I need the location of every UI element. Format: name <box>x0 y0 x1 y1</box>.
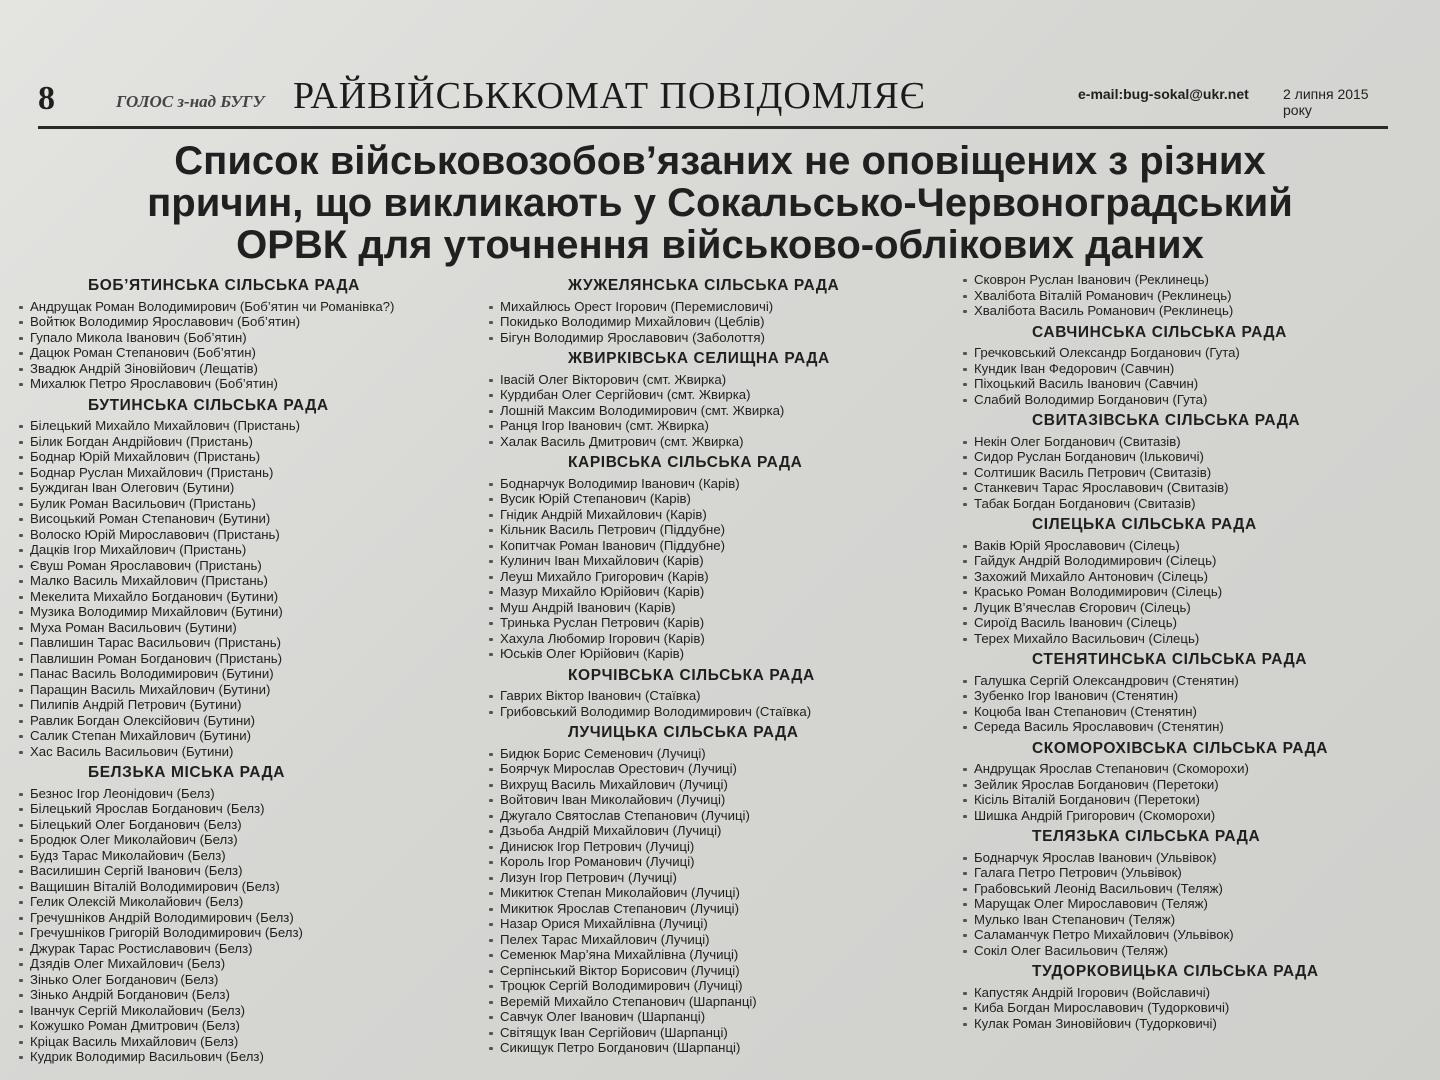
list-item: Білецький Олег Богданович (Белз) <box>18 817 468 833</box>
list-item: Дзядів Олег Михайлович (Белз) <box>18 956 468 972</box>
list-item: Сидор Руслан Богданович (Ільковичі) <box>962 449 1402 465</box>
list-item: Троцюк Сергій Володимирович (Лучиці) <box>488 978 928 994</box>
council-heading: ТУДОРКОВИЦЬКА СІЛЬСЬКА РАДА <box>1032 963 1319 980</box>
list-item: Гаврих Віктор Іванович (Стаївка) <box>488 688 928 704</box>
list-item: Бродюк Олег Миколайович (Белз) <box>18 832 468 848</box>
council-heading: СТЕНЯТИНСЬКА СІЛЬСЬКА РАДА <box>1032 651 1308 668</box>
list-item: Дацюк Роман Степанович (Боб’ятин) <box>18 345 468 361</box>
list-item: Мулько Іван Степанович (Теляж) <box>962 912 1402 928</box>
page-number: 8 <box>38 80 55 117</box>
list-item: Гупало Микола Іванович (Боб’ятин) <box>18 330 468 346</box>
list-item: Гелик Олексій Миколайович (Белз) <box>18 894 468 910</box>
list-item: Білецький Ярослав Богданович (Белз) <box>18 801 468 817</box>
list-item: Халак Василь Дмитрович (смт. Жвирка) <box>488 434 928 450</box>
list-item: Паращин Василь Михайлович (Бутини) <box>18 682 468 698</box>
council-heading: ЖУЖЕЛЯНСЬКА СІЛЬСЬКА РАДА <box>568 277 840 294</box>
list-item: Будз Тарас Миколайович (Белз) <box>18 848 468 864</box>
title-line: причин, що викликають у Сокальсько-Червоноградський <box>147 181 1293 225</box>
list-column-3 <box>962 272 1402 1031</box>
list-item: Слабий Володимир Богданович (Гута) <box>962 392 1402 408</box>
list-item: Джурак Тарас Ростиславович (Белз) <box>18 941 468 957</box>
list-item: Панас Василь Володимирович (Бутини) <box>18 666 468 682</box>
list-column-2 <box>488 272 928 1056</box>
council-heading: СВИТАЗІВСЬКА СІЛЬСЬКА РАДА <box>1032 412 1301 429</box>
list-item: Гайдук Андрій Володимирович (Сілець) <box>962 553 1402 569</box>
list-item: Волоско Юрій Мирославович (Пристань) <box>18 527 468 543</box>
list-item: Кісіль Віталій Богданович (Перетоки) <box>962 792 1402 808</box>
list-item: Піхоцький Василь Іванович (Савчин) <box>962 376 1402 392</box>
list-item: Білик Богдан Андрійович (Пристань) <box>18 434 468 450</box>
council-heading: СКОМОРОХІВСЬКА СІЛЬСЬКА РАДА <box>1032 739 1329 757</box>
list-item: Курдибан Олег Сергійович (смт. Жвирка) <box>488 387 928 403</box>
council-heading: КОРЧІВСЬКА СІЛЬСЬКА РАДА <box>568 666 815 684</box>
list-item: Боднарчук Володимир Іванович (Карів) <box>488 476 928 492</box>
list-item: Коцюба Іван Степанович (Стенятин) <box>962 704 1402 720</box>
list-item: Хвалібота Віталій Романович (Реклинець) <box>962 288 1402 304</box>
list-item: Сковрон Руслан Іванович (Реклинець) <box>962 272 1402 288</box>
council-heading: БЕЛЗЬКА МІСЬКА РАДА <box>88 764 286 781</box>
list-item: Буждиган Іван Олегович (Бутини) <box>18 480 468 496</box>
issue-date: 2 липня 2015 року <box>1283 86 1369 118</box>
list-item: Пелех Тарас Михайлович (Лучиці) <box>488 932 928 948</box>
list-item: Хвалібота Василь Романович (Реклинець) <box>962 303 1402 319</box>
list-item: Боднарчук Ярослав Іванович (Ульвівок) <box>962 850 1402 866</box>
list-item: Микитюк Ярослав Степанович (Лучиці) <box>488 901 928 917</box>
list-item: Марущак Олег Мирославович (Теляж) <box>962 896 1402 912</box>
council-heading: ЛУЧИЦЬКА СІЛЬСЬКА РАДА <box>568 724 799 741</box>
list-item: Пилипів Андрій Петрович (Бутини) <box>18 697 468 713</box>
list-item: Покидько Володимир Михайлович (Цеблів) <box>488 314 928 330</box>
list-item: Хахула Любомир Ігорович (Карів) <box>488 631 928 647</box>
list-item: Некін Олег Богданович (Свитазів) <box>962 434 1402 450</box>
list-item: Тринька Руслан Петрович (Карів) <box>488 615 928 631</box>
list-item: Захожий Михайло Антонович (Сілець) <box>962 569 1402 585</box>
council-heading: СІЛЕЦЬКА СІЛЬСЬКА РАДА <box>1032 516 1257 533</box>
list-item: Красько Роман Володимирович (Сілець) <box>962 584 1402 600</box>
list-item: Боднар Юрій Михайлович (Пристань) <box>18 449 468 465</box>
title-line: ОРВК для уточнення військово-облікових даних <box>236 223 1204 267</box>
list-item: Войтович Іван Миколайович (Лучиці) <box>488 792 928 808</box>
list-item: Мазур Михайло Юрійович (Карів) <box>488 584 928 600</box>
list-item: Музика Володимир Михайлович (Бутини) <box>18 604 468 620</box>
page-header <box>38 70 1388 129</box>
list-item: Дацків Ігор Михайлович (Пристань) <box>18 542 468 558</box>
list-item: Савчук Олег Іванович (Шарпанці) <box>488 1009 928 1025</box>
list-item: Терех Михайло Васильович (Сілець) <box>962 631 1402 647</box>
list-item: Сикищук Петро Богданович (Шарпанці) <box>488 1040 928 1056</box>
list-item: Киба Богдан Мирославович (Тудорковичі) <box>962 1000 1402 1016</box>
list-item: Зінько Олег Богданович (Белз) <box>18 972 468 988</box>
list-item: Луцик В’ячеслав Єгорович (Сілець) <box>962 600 1402 616</box>
list-item: Мекелита Михайло Богданович (Бутини) <box>18 589 468 605</box>
list-item: Станкевич Тарас Ярославович (Свитазів) <box>962 480 1402 496</box>
council-heading: САВЧИНСЬКА СІЛЬСЬКА РАДА <box>1032 323 1287 341</box>
list-item: Зінько Андрій Богданович (Белз) <box>18 987 468 1003</box>
council-heading: БУТИНСЬКА СІЛЬСЬКА РАДА <box>88 396 329 414</box>
list-item: Хас Василь Васильович (Бутини) <box>18 744 468 760</box>
list-item: Івасій Олег Вікторович (смт. Жвирка) <box>488 372 928 388</box>
list-item: Білецький Михайло Михайлович (Пристань) <box>18 418 468 434</box>
list-item: Веремій Михайло Степанович (Шарпанці) <box>488 994 928 1010</box>
list-item: Андрущак Роман Володимирович (Боб’ятин чи Романівка?) <box>18 299 468 315</box>
list-item: Малко Василь Михайлович (Пристань) <box>18 573 468 589</box>
council-heading: ЖВИРКІВСЬКА СЕЛИЩНА РАДА <box>568 350 830 367</box>
list-item: Войтюк Володимир Ярославович (Боб’ятин) <box>18 314 468 330</box>
article-title <box>30 140 1410 266</box>
list-item: Галушка Сергій Олександрович (Стенятин) <box>962 673 1402 689</box>
list-item: Висоцький Роман Степанович (Бутини) <box>18 511 468 527</box>
list-item: Кулинич Іван Михайлович (Карів) <box>488 553 928 569</box>
list-item: Муха Роман Васильович (Бутини) <box>18 620 468 636</box>
section-title: РАЙВІЙСЬККОМАТ ПОВІДОМЛЯЄ <box>293 75 926 117</box>
list-item: Андрущак Ярослав Степанович (Скоморохи) <box>962 761 1402 777</box>
list-item: Сироїд Василь Іванович (Сілець) <box>962 615 1402 631</box>
newspaper-logo: ГОЛОС з-над БУГУ <box>116 92 265 111</box>
list-item: Гречковський Олександр Богданович (Гута) <box>962 345 1402 361</box>
list-item: Шишка Андрій Григорович (Скоморохи) <box>962 808 1402 824</box>
list-item: Саламанчук Петро Михайлович (Ульвівок) <box>962 927 1402 943</box>
list-item: Безнос Ігор Леонідович (Белз) <box>18 786 468 802</box>
list-item: Дзьоба Андрій Михайлович (Лучиці) <box>488 823 928 839</box>
list-item: Назар Орися Михайлівна (Лучиці) <box>488 916 928 932</box>
list-item: Динисюк Ігор Петрович (Лучиці) <box>488 839 928 855</box>
list-item: Ранця Ігор Іванович (смт. Жвирка) <box>488 418 928 434</box>
list-item: Михайлюсь Орест Ігорович (Перемисловичі) <box>488 299 928 315</box>
email-address: e-mail:bug-sokal@ukr.net <box>1078 86 1249 102</box>
list-item: Кулак Роман Зиновійович (Тудорковичі) <box>962 1016 1402 1032</box>
list-item: Звадюк Андрій Зіновійович (Лещатів) <box>18 361 468 377</box>
list-item: Семенюк Мар’яна Михайлівна (Лучиці) <box>488 947 928 963</box>
list-item: Кільник Василь Петрович (Піддубне) <box>488 522 928 538</box>
list-item: Леуш Михайло Григорович (Карів) <box>488 569 928 585</box>
list-item: Зубенко Ігор Іванович (Стенятин) <box>962 688 1402 704</box>
list-column-1 <box>18 272 468 1065</box>
list-item: Салик Степан Михайлович (Бутини) <box>18 728 468 744</box>
list-item: Капустяк Андрій Ігорович (Войславичі) <box>962 985 1402 1001</box>
list-item: Іванчук Сергій Миколайович (Белз) <box>18 1003 468 1019</box>
list-item: Лизун Ігор Петрович (Лучиці) <box>488 870 928 886</box>
list-item: Євуш Роман Ярославович (Пристань) <box>18 558 468 574</box>
list-item: Павлишин Тарас Васильович (Пристань) <box>18 635 468 651</box>
list-item: Ващишин Віталій Володимирович (Белз) <box>18 879 468 895</box>
list-item: Джугало Святослав Степанович (Лучиці) <box>488 808 928 824</box>
list-item: Грибовський Володимир Володимирович (Стаївка) <box>488 704 928 720</box>
list-item: Бігун Володимир Ярославович (Заболоття) <box>488 330 928 346</box>
list-item: Король Ігор Романович (Лучиці) <box>488 854 928 870</box>
list-item: Павлишин Роман Богданович (Пристань) <box>18 651 468 667</box>
list-item: Михалюк Петро Ярославович (Боб’ятин) <box>18 376 468 392</box>
title-line: Список військовозобов’язаних не оповіщених з різних <box>174 139 1266 183</box>
list-item: Гнідик Андрій Михайлович (Карів) <box>488 507 928 523</box>
list-item: Кріцак Василь Михайлович (Белз) <box>18 1034 468 1050</box>
council-heading: БОБ’ЯТИНСЬКА СІЛЬСЬКА РАДА <box>88 277 360 294</box>
list-item: Муш Андрій Іванович (Карів) <box>488 600 928 616</box>
list-item: Кудрик Володимир Васильович (Белз) <box>18 1049 468 1065</box>
council-heading: КАРІВСЬКА СІЛЬСЬКА РАДА <box>568 454 803 471</box>
council-heading: ТЕЛЯЗЬКА СІЛЬСЬКА РАДА <box>1032 828 1261 845</box>
list-item: Світящук Іван Сергійович (Шарпанці) <box>488 1025 928 1041</box>
list-item: Ваків Юрій Ярославович (Сілець) <box>962 538 1402 554</box>
list-item: Гречушніков Андрій Володимирович (Белз) <box>18 910 468 926</box>
list-item: Юськів Олег Юрійович (Карів) <box>488 646 928 662</box>
list-item: Равлик Богдан Олексійович (Бутини) <box>18 713 468 729</box>
list-item: Кожушко Роман Дмитрович (Белз) <box>18 1018 468 1034</box>
list-item: Галага Петро Петрович (Ульвівок) <box>962 865 1402 881</box>
list-item: Вусик Юрій Степанович (Карів) <box>488 491 928 507</box>
list-item: Микитюк Степан Миколайович (Лучиці) <box>488 885 928 901</box>
list-item: Грабовський Леонід Васильович (Теляж) <box>962 881 1402 897</box>
list-item: Лошній Максим Володимирович (смт. Жвирка) <box>488 403 928 419</box>
list-item: Булик Роман Васильович (Пристань) <box>18 496 468 512</box>
list-item: Табак Богдан Богданович (Свитазів) <box>962 496 1402 512</box>
list-item: Копитчак Роман Іванович (Піддубне) <box>488 538 928 554</box>
list-item: Бидюк Борис Семенович (Лучиці) <box>488 746 928 762</box>
list-item: Сокіл Олег Васильович (Теляж) <box>962 943 1402 959</box>
list-item: Василишин Сергій Іванович (Белз) <box>18 863 468 879</box>
list-item: Боярчук Мирослав Орестович (Лучиці) <box>488 761 928 777</box>
list-item: Солтишик Василь Петрович (Свитазів) <box>962 465 1402 481</box>
list-item: Зейлик Ярослав Богданович (Перетоки) <box>962 777 1402 793</box>
list-item: Середа Василь Ярославович (Стенятин) <box>962 719 1402 735</box>
list-item: Серпінський Віктор Борисович (Лучиці) <box>488 963 928 979</box>
list-item: Кундик Іван Федорович (Савчин) <box>962 361 1402 377</box>
list-item: Гречушніков Григорій Володимирович (Белз) <box>18 925 468 941</box>
list-item: Вихрущ Василь Михайлович (Лучиці) <box>488 777 928 793</box>
list-item: Боднар Руслан Михайлович (Пристань) <box>18 465 468 481</box>
